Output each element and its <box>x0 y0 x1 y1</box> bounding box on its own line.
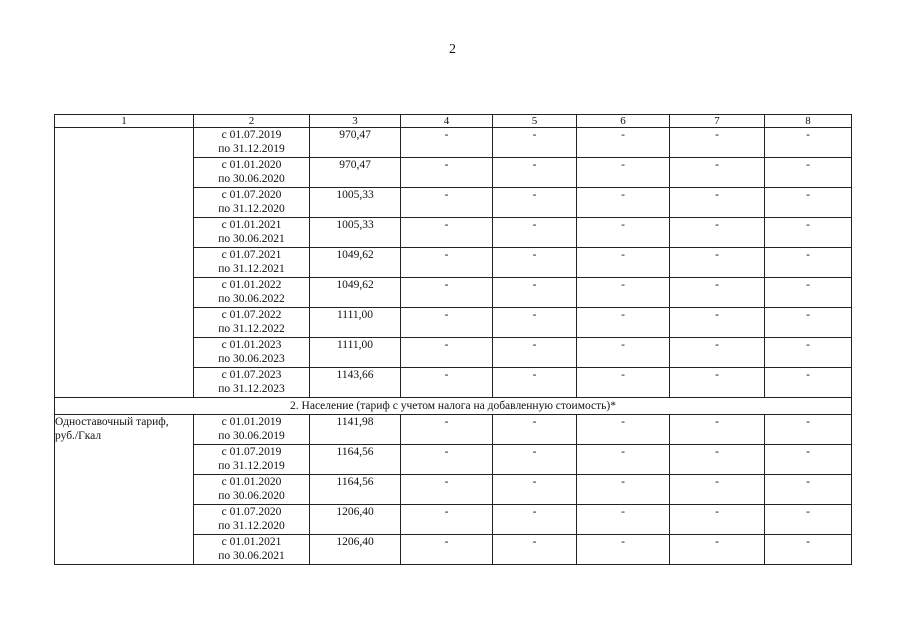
period-to: по 30.06.2021 <box>218 233 285 245</box>
tariff-value: 1164,56 <box>310 475 401 505</box>
empty-value-dash: - <box>577 368 670 398</box>
column-header: 3 <box>310 115 401 128</box>
empty-value-dash: - <box>577 188 670 218</box>
empty-value-dash: - <box>577 535 670 565</box>
empty-value-dash: - <box>765 248 852 278</box>
period-cell <box>194 445 310 475</box>
period-to: по 30.06.2023 <box>218 353 285 365</box>
tariff-value: 1141,98 <box>310 415 401 445</box>
empty-value-dash: - <box>765 338 852 368</box>
tariff-value: 1164,56 <box>310 445 401 475</box>
empty-value-dash: - <box>577 505 670 535</box>
empty-value-dash: - <box>493 248 577 278</box>
empty-value-dash: - <box>765 475 852 505</box>
period-to: по 30.06.2019 <box>218 430 285 442</box>
empty-value-dash: - <box>493 505 577 535</box>
empty-value-dash: - <box>670 368 765 398</box>
empty-value-dash: - <box>493 188 577 218</box>
empty-value-dash: - <box>670 278 765 308</box>
table-row <box>55 128 852 158</box>
period-to: по 31.12.2023 <box>218 383 285 395</box>
empty-value-dash: - <box>577 248 670 278</box>
empty-value-dash: - <box>765 128 852 158</box>
period-to: по 31.12.2022 <box>218 323 285 335</box>
period-cell <box>194 475 310 505</box>
tariff-value: 1206,40 <box>310 505 401 535</box>
column-header: 6 <box>577 115 670 128</box>
period-to: по 31.12.2021 <box>218 263 285 275</box>
empty-value-dash: - <box>401 338 493 368</box>
period-from: с 01.01.2019 <box>221 416 282 428</box>
column-header: 8 <box>765 115 852 128</box>
category-label-line1: Одноставочный тариф, <box>55 416 169 428</box>
empty-value-dash: - <box>493 338 577 368</box>
period-to: по 31.12.2020 <box>218 520 285 532</box>
period-from: с 01.01.2022 <box>221 279 282 291</box>
empty-value-dash: - <box>577 415 670 445</box>
period-cell <box>194 308 310 338</box>
column-header: 4 <box>401 115 493 128</box>
empty-value-dash: - <box>765 415 852 445</box>
empty-value-dash: - <box>493 128 577 158</box>
empty-value-dash: - <box>401 188 493 218</box>
empty-value-dash: - <box>493 368 577 398</box>
period-from: с 01.07.2023 <box>221 369 282 381</box>
tariff-value: 1111,00 <box>310 338 401 368</box>
empty-value-dash: - <box>577 338 670 368</box>
empty-value-dash: - <box>401 475 493 505</box>
table-row <box>55 415 852 445</box>
period-from: с 01.01.2020 <box>221 476 282 488</box>
period-cell <box>194 128 310 158</box>
empty-value-dash: - <box>401 308 493 338</box>
empty-value-dash: - <box>765 308 852 338</box>
empty-value-dash: - <box>401 535 493 565</box>
empty-value-dash: - <box>493 158 577 188</box>
tariff-value: 970,47 <box>310 128 401 158</box>
empty-value-dash: - <box>670 308 765 338</box>
empty-value-dash: - <box>670 128 765 158</box>
table-body <box>55 115 852 565</box>
empty-value-dash: - <box>670 158 765 188</box>
empty-value-dash: - <box>401 128 493 158</box>
period-to: по 30.06.2022 <box>218 293 285 305</box>
period-to: по 31.12.2019 <box>218 143 285 155</box>
category-cell <box>55 128 194 398</box>
period-from: с 01.01.2020 <box>221 159 282 171</box>
empty-value-dash: - <box>577 128 670 158</box>
empty-value-dash: - <box>493 278 577 308</box>
column-header: 5 <box>493 115 577 128</box>
section-title: 2. Население (тариф с учетом налога на добавленную стоимость)* <box>55 398 852 415</box>
empty-value-dash: - <box>670 475 765 505</box>
period-cell <box>194 218 310 248</box>
tariff-value: 1206,40 <box>310 535 401 565</box>
empty-value-dash: - <box>401 415 493 445</box>
period-cell <box>194 535 310 565</box>
empty-value-dash: - <box>493 415 577 445</box>
period-cell <box>194 368 310 398</box>
empty-value-dash: - <box>765 505 852 535</box>
period-from: с 01.07.2020 <box>221 506 282 518</box>
section-row <box>55 398 852 415</box>
period-cell <box>194 248 310 278</box>
empty-value-dash: - <box>401 248 493 278</box>
column-header: 1 <box>55 115 194 128</box>
page-number: 2 <box>449 42 456 57</box>
tariff-value: 1111,00 <box>310 308 401 338</box>
period-to: по 30.06.2020 <box>218 490 285 502</box>
period-from: с 01.01.2021 <box>221 219 282 231</box>
period-cell <box>194 415 310 445</box>
tariff-value: 1049,62 <box>310 278 401 308</box>
empty-value-dash: - <box>401 158 493 188</box>
period-from: с 01.07.2022 <box>221 309 282 321</box>
empty-value-dash: - <box>401 445 493 475</box>
column-number-row <box>55 115 852 128</box>
empty-value-dash: - <box>401 368 493 398</box>
empty-value-dash: - <box>670 188 765 218</box>
tariff-value: 1005,33 <box>310 188 401 218</box>
empty-value-dash: - <box>493 445 577 475</box>
period-from: с 01.01.2021 <box>221 536 282 548</box>
empty-value-dash: - <box>577 475 670 505</box>
empty-value-dash: - <box>765 218 852 248</box>
empty-value-dash: - <box>670 445 765 475</box>
empty-value-dash: - <box>577 158 670 188</box>
empty-value-dash: - <box>670 415 765 445</box>
empty-value-dash: - <box>670 535 765 565</box>
empty-value-dash: - <box>401 218 493 248</box>
empty-value-dash: - <box>577 218 670 248</box>
category-label-line2: руб./Гкал <box>55 430 102 442</box>
period-from: с 01.07.2020 <box>221 189 282 201</box>
empty-value-dash: - <box>493 535 577 565</box>
period-from: с 01.07.2021 <box>221 249 282 261</box>
empty-value-dash: - <box>577 445 670 475</box>
empty-value-dash: - <box>670 218 765 248</box>
column-header: 7 <box>670 115 765 128</box>
tariff-value: 1049,62 <box>310 248 401 278</box>
period-cell <box>194 338 310 368</box>
empty-value-dash: - <box>765 158 852 188</box>
period-to: по 30.06.2020 <box>218 173 285 185</box>
period-cell <box>194 158 310 188</box>
empty-value-dash: - <box>765 445 852 475</box>
empty-value-dash: - <box>401 278 493 308</box>
period-from: с 01.07.2019 <box>221 129 282 141</box>
empty-value-dash: - <box>493 218 577 248</box>
period-from: с 01.07.2019 <box>221 446 282 458</box>
empty-value-dash: - <box>577 278 670 308</box>
period-to: по 31.12.2019 <box>218 460 285 472</box>
empty-value-dash: - <box>765 278 852 308</box>
empty-value-dash: - <box>670 338 765 368</box>
empty-value-dash: - <box>670 248 765 278</box>
period-to: по 31.12.2020 <box>218 203 285 215</box>
period-cell <box>194 188 310 218</box>
column-header: 2 <box>194 115 310 128</box>
category-cell <box>55 415 194 565</box>
tariff-value: 970,47 <box>310 158 401 188</box>
empty-value-dash: - <box>493 308 577 338</box>
tariff-value: 1005,33 <box>310 218 401 248</box>
empty-value-dash: - <box>493 475 577 505</box>
period-from: с 01.01.2023 <box>221 339 282 351</box>
period-to: по 30.06.2021 <box>218 550 285 562</box>
empty-value-dash: - <box>765 535 852 565</box>
empty-value-dash: - <box>670 505 765 535</box>
tariff-table <box>54 114 852 565</box>
empty-value-dash: - <box>765 188 852 218</box>
tariff-value: 1143,66 <box>310 368 401 398</box>
period-cell <box>194 278 310 308</box>
period-cell <box>194 505 310 535</box>
empty-value-dash: - <box>765 368 852 398</box>
empty-value-dash: - <box>577 308 670 338</box>
empty-value-dash: - <box>401 505 493 535</box>
